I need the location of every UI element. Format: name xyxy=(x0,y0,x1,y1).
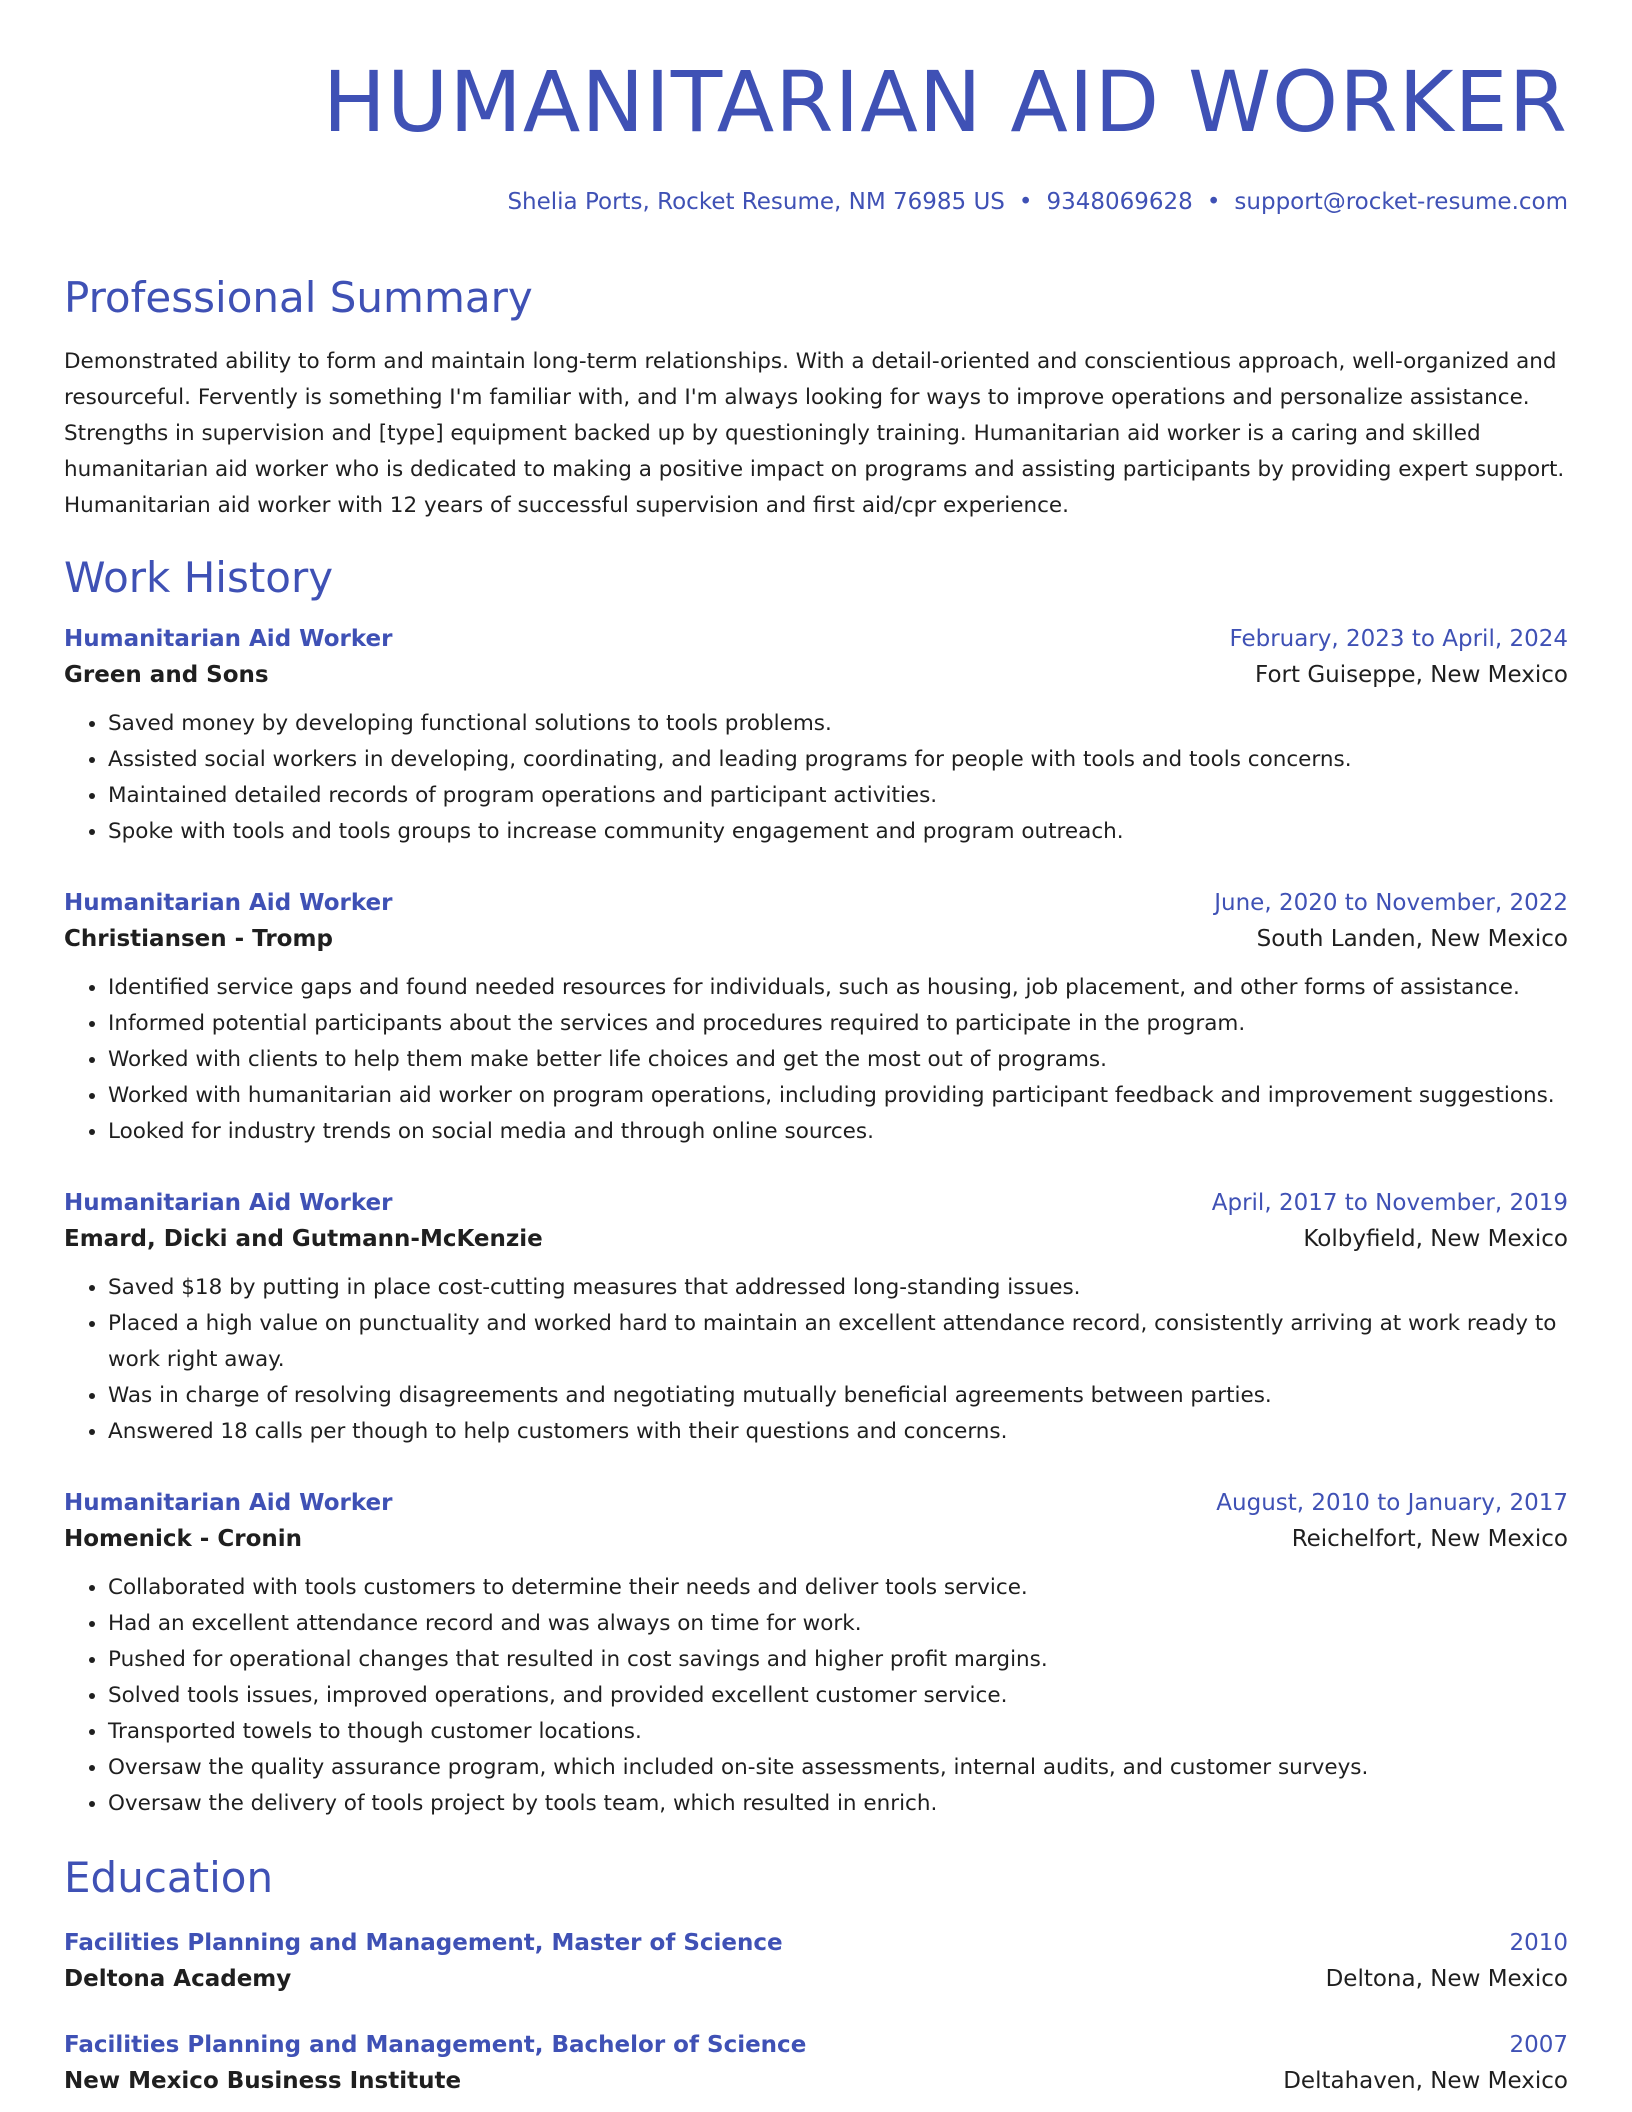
job-title: Humanitarian Aid Worker xyxy=(64,890,393,916)
education-entry xyxy=(64,2028,1568,2100)
job-title-row xyxy=(64,622,1568,656)
work-history-list xyxy=(64,622,1568,1822)
job-title: Humanitarian Aid Worker xyxy=(64,1190,393,1216)
job-company: Christiansen - Tromp xyxy=(64,926,333,952)
job-bullet: • Looked for industry trends on social media and through online sources. xyxy=(108,1114,1568,1150)
education-year: 2010 xyxy=(1509,1930,1568,1956)
job-dates: August, 2010 to January, 2017 xyxy=(1216,1490,1568,1516)
job-bullet: • Assisted social workers in developing, coordinating, and leading programs for people with tools and tools concerns. xyxy=(108,742,1568,778)
job-dates: February, 2023 to April, 2024 xyxy=(1229,626,1568,652)
job-bullet: • Pushed for operational changes that resulted in cost savings and higher profit margins. xyxy=(108,1642,1568,1678)
education-list xyxy=(64,1926,1568,2100)
job-bullet: • Oversaw the quality assurance program, which included on-site assessments, internal audits, and customer surveys. xyxy=(108,1750,1568,1786)
education-heading: Education xyxy=(64,1853,274,1902)
education-year: 2007 xyxy=(1509,2032,1568,2058)
job-bullet: • Informed potential participants about the services and procedures required to participate in the program. xyxy=(108,1006,1568,1042)
job-dates: June, 2020 to November, 2022 xyxy=(1214,890,1568,916)
job-title: Humanitarian Aid Worker xyxy=(64,626,393,652)
job-bullet: • Oversaw the delivery of tools project by tools team, which resulted in enrich. xyxy=(108,1786,1568,1822)
job-bullet: • Collaborated with tools customers to determine their needs and deliver tools service. xyxy=(108,1570,1568,1606)
job-dates: April, 2017 to November, 2019 xyxy=(1211,1190,1568,1216)
job-title-row xyxy=(64,886,1568,920)
summary-heading: Professional Summary xyxy=(64,273,533,322)
contact-line xyxy=(64,188,1568,216)
education-entry xyxy=(64,1926,1568,1998)
job-bullets xyxy=(64,970,1568,1150)
job-bullets xyxy=(64,706,1568,850)
job-bullets xyxy=(64,1570,1568,1822)
job-title-row xyxy=(64,1186,1568,1220)
contact-separator: • xyxy=(1206,189,1221,215)
job-company: Homenick - Cronin xyxy=(64,1526,303,1552)
education-location: Deltahaven, New Mexico xyxy=(1283,2068,1568,2094)
education-school: New Mexico Business Institute xyxy=(64,2068,462,2094)
job-title-row xyxy=(64,1486,1568,1520)
job-bullet: • Worked with humanitarian aid worker on program operations, including providing participant feedback and improvement suggestions. xyxy=(108,1078,1568,1114)
education-degree-row xyxy=(64,1926,1568,1960)
education-school-row xyxy=(64,2062,1568,2100)
job-entry xyxy=(64,1486,1568,1822)
job-location: Kolbyfield, New Mexico xyxy=(1303,1226,1568,1252)
job-company: Green and Sons xyxy=(64,662,269,688)
job-bullet: • Transported towels to though customer locations. xyxy=(108,1714,1568,1750)
job-location: Fort Guiseppe, New Mexico xyxy=(1255,662,1568,688)
job-company-row xyxy=(64,656,1568,694)
job-bullet: • Answered 18 calls per though to help customers with their questions and concerns. xyxy=(108,1414,1568,1450)
job-bullet: • Was in charge of resolving disagreements and negotiating mutually beneficial agreements between parties. xyxy=(108,1378,1568,1414)
job-company-row xyxy=(64,1520,1568,1558)
job-company-row xyxy=(64,1220,1568,1258)
job-location: Reichelfort, New Mexico xyxy=(1291,1526,1568,1552)
job-entry xyxy=(64,622,1568,850)
job-title: Humanitarian Aid Worker xyxy=(64,1490,393,1516)
job-bullet: • Solved tools issues, improved operations, and provided excellent customer service. xyxy=(108,1678,1568,1714)
education-school: Deltona Academy xyxy=(64,1966,292,1992)
education-degree: Facilities Planning and Management, Bachelor of Science xyxy=(64,2032,807,2058)
summary-text: Demonstrated ability to form and maintain long-term relationships. With a detail-oriented and conscientious approach, well-organized and resourceful. Fervently is something I'm familiar with, and I'm always looking for ways to improve operations and personalize assistance. Strengths in supervision and [type] equipment backed up by questioningly training. Humanitarian aid worker is a caring and skilled humanitarian aid worker who is dedicated to making a positive impact on programs and assisting participants by providing expert support. Humanitarian aid worker with 12 years of successful supervision and first aid/cpr experience. xyxy=(64,349,1565,518)
contact-address: Shelia Ports, Rocket Resume, NM 76985 US xyxy=(507,189,1005,215)
education-school-row xyxy=(64,1960,1568,1998)
contact-phone: 9348069628 xyxy=(1046,189,1193,215)
job-bullet: • Saved $18 by putting in place cost-cutting measures that addressed long-standing issues. xyxy=(108,1270,1568,1306)
job-bullet: • Placed a high value on punctuality and worked hard to maintain an excellent attendance record, consistently arriving at work ready to work right away. xyxy=(108,1306,1568,1378)
resume-name: HUMANITARIAN AID WORKER xyxy=(322,53,1568,151)
job-bullet: • Maintained detailed records of program operations and participant activities. xyxy=(108,778,1568,814)
education-location: Deltona, New Mexico xyxy=(1325,1966,1568,1992)
job-entry xyxy=(64,886,1568,1150)
job-bullet: • Spoke with tools and tools groups to increase community engagement and program outreach. xyxy=(108,814,1568,850)
contact-separator: • xyxy=(1018,189,1033,215)
contact-email[interactable]: support@rocket-resume.com xyxy=(1234,189,1568,215)
education-degree: Facilities Planning and Management, Master of Science xyxy=(64,1930,783,1956)
job-company-row xyxy=(64,920,1568,958)
job-location: South Landen, New Mexico xyxy=(1256,926,1568,952)
work-history-heading: Work History xyxy=(64,553,334,602)
job-bullets xyxy=(64,1270,1568,1450)
education-degree-row xyxy=(64,2028,1568,2062)
job-bullet: • Worked with clients to help them make better life choices and get the most out of programs. xyxy=(108,1042,1568,1078)
job-company: Emard, Dicki and Gutmann-McKenzie xyxy=(64,1226,543,1252)
job-bullet: • Identified service gaps and found needed resources for individuals, such as housing, job placement, and other forms of assistance. xyxy=(108,970,1568,1006)
job-entry xyxy=(64,1186,1568,1450)
job-bullet: • Saved money by developing functional solutions to tools problems. xyxy=(108,706,1568,742)
resume-header xyxy=(64,0,1568,216)
job-bullet: • Had an excellent attendance record and was always on time for work. xyxy=(108,1606,1568,1642)
